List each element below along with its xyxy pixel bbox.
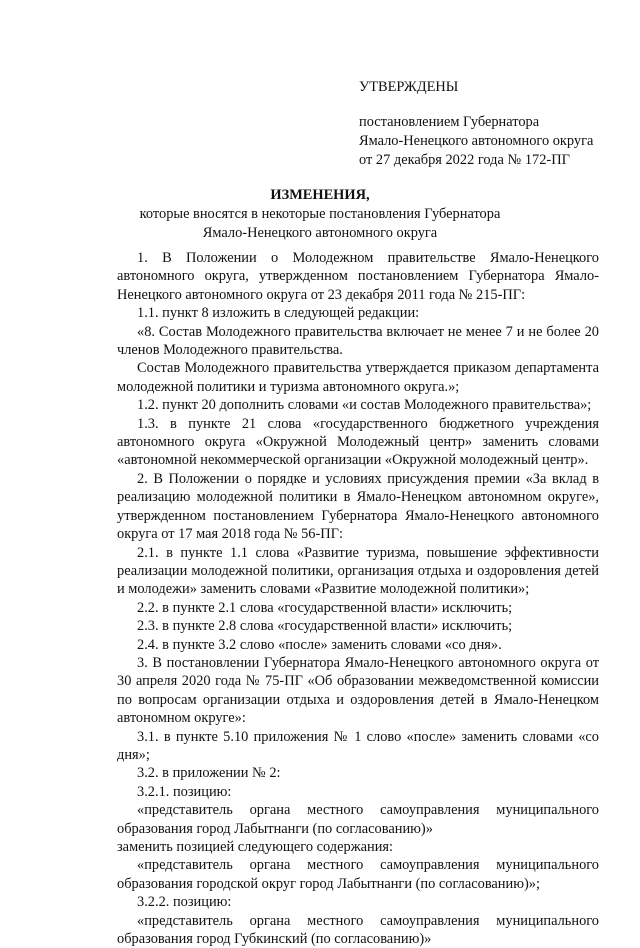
paragraph: «8. Состав Молодежного правительства включает не менее 7 и не более 20 членов Молодежного правительства. (117, 323, 599, 359)
paragraph: 1.2. пункт 20 дополнить словами «и состав Молодежного правительства»; (137, 397, 592, 414)
paragraph: 2.1. в пункте 1.1 слова «Развитие туризма, повышение эффективности реализации молодежной политики, организация отдыха и оздоровления детей и молодежи» заменить словами «Развитие молодежной политики»; (117, 544, 599, 598)
paragraph: 1. В Положении о Молодежном правительстве Ямало-Ненецкого автономного округа, утвержденном постановлением Губернатора Ямало-Ненецкого автономного округа от 23 декабря 2011 года № 215-ПГ: (117, 250, 599, 303)
paragraph: 1.3. в пункте 21 слова «государственного бюджетного учреждения автономного округа «Окружной Молодежный центр» заменить словами «автономной некоммерческой организации «Окружной молодежный центр». (117, 415, 599, 469)
paragraph: 2. В Положении о порядке и условиях присуждения премии «За вклад в реализацию молодежной политики в Ямало-Ненецком автономном округе», утвержденном постановлением Губернатора Ямало-Ненецкого автономного округа от 17 мая 2018 года № 56-ПГ: (117, 470, 599, 543)
approval-line: от 27 декабря 2022 года № 172-ПГ (359, 152, 570, 168)
paragraph: «представитель органа местного самоуправления муниципального образования город Губкинский (по согласованию)» (117, 912, 599, 948)
paragraph: 3. В постановлении Губернатора Ямало-Ненецкого автономного округа от 30 апреля 2020 года № 75-ПГ «Об образовании межведомственной комиссии по вопросам организации отдыха и оздоровления детей в Ямало-Ненецком автономном округе»: (117, 654, 599, 727)
document-body (117, 249, 599, 948)
document-subtitle: Ямало-Ненецкого автономного округа (202, 225, 438, 241)
paragraph: 3.2.2. позицию: (137, 894, 232, 911)
paragraph: 2.3. в пункте 2.8 слова «государственной власти» исключить; (137, 618, 513, 635)
approval-line: постановлением Губернатора (359, 114, 540, 130)
paragraph: 2.4. в пункте 3.2 слово «после» заменить словами «со дня». (137, 636, 502, 653)
paragraph: Состав Молодежного правительства утверждается приказом департамента молодежной политики и туризма автономного округа.»; (117, 360, 599, 395)
paragraph: 2.2. в пункте 2.1 слова «государственной власти» исключить; (137, 599, 513, 616)
paragraph: 3.2.1. позицию: (137, 783, 232, 800)
paragraph: заменить позицией следующего содержания: (117, 839, 394, 855)
approval-line: Ямало-Ненецкого автономного округа (359, 133, 594, 149)
document-heading (118, 186, 522, 243)
paragraph: 1.1. пункт 8 изложить в следующей редакции: (137, 305, 420, 322)
paragraph: «представитель органа местного самоуправления муниципального образования городской округ город Лабытнанги (по согласованию)»; (117, 857, 599, 892)
document-title: ИЗМЕНЕНИЯ, (270, 187, 370, 203)
approval-stamp (359, 78, 619, 170)
approval-title: УТВЕРЖДЕНЫ (359, 79, 459, 95)
document-subtitle: которые вносятся в некоторые постановления Губернатора (139, 206, 501, 222)
paragraph: 3.2. в приложении № 2: (137, 765, 281, 782)
paragraph: 3.1. в пункте 5.10 приложения № 1 слово «после» заменить словами «со дня»; (117, 728, 599, 763)
paragraph: «представитель органа местного самоуправления муниципального образования город Лабытнанги (по согласованию)» (117, 802, 599, 837)
